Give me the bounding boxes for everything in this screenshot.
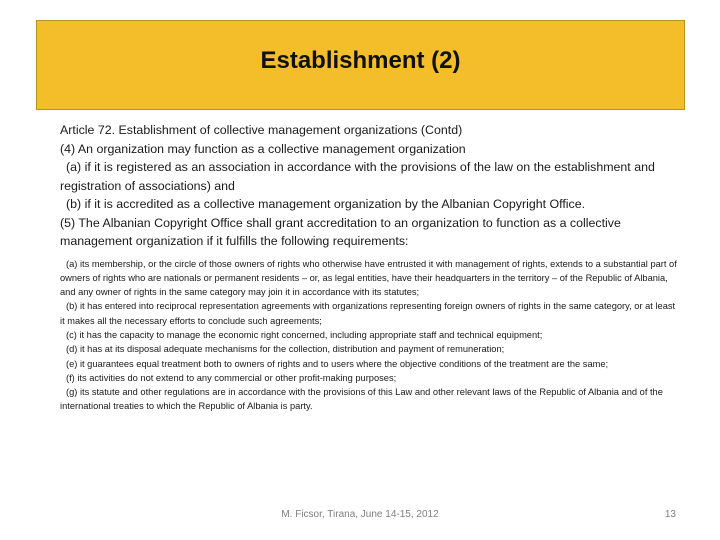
slide-body bbox=[60, 121, 680, 414]
requirement-d: (d) it has at its disposal adequate mechanisms for the collection, distribution and payment of remuneration; bbox=[66, 344, 505, 355]
slide-title: Establishment (2) bbox=[260, 47, 461, 74]
requirement-e: (e) it guarantees equal treatment both to owners of rights and to users where the objective conditions of the treatment are the same; bbox=[66, 358, 609, 369]
footer-text: M. Ficsor, Tirana, June 14-15, 2012 bbox=[281, 509, 439, 520]
requirement-b: (b) it has entered into reciprocal representation agreements with organizations representing foreign owners of rights in the same category, or at least it makes all the necessary efforts to conclude such agreements; bbox=[60, 301, 676, 326]
page-number: 13 bbox=[664, 509, 676, 520]
requirement-c: (c) it has the capacity to manage the economic right concerned, including appropriate staff and technical equipment; bbox=[66, 329, 543, 340]
title-banner bbox=[36, 20, 685, 110]
article-heading: Article 72. Establishment of collective management organizations (Contd) bbox=[60, 123, 463, 137]
paragraph-5: (5) The Albanian Copyright Office shall grant accreditation to an organization to function as a collective management organization if it fulfills the following requirements: bbox=[60, 215, 621, 248]
requirement-a: (a) its membership, or the circle of those owners of rights who otherwise have entrusted it with management of rights, extends to a substantial part of owners of rights who are nationals or permanent residents – or, as legal entities, have their headquarters in the territory – of the Republic of Albania, and any owner of rights in the same category may join it in accordance with its statutes; bbox=[60, 258, 677, 298]
requirement-g: (g) its statute and other regulations are in accordance with the provisions of this Law and other relevant laws of the Republic of Albania and of the international treaties to which the Republic of Albania is party. bbox=[60, 387, 663, 412]
paragraph-4b: (b) if it is accredited as a collective management organization by the Albanian Copyright Office. bbox=[66, 197, 586, 211]
paragraph-4: (4) An organization may function as a collective management organization bbox=[60, 141, 466, 156]
paragraph-4a: (a) if it is registered as an association in accordance with the provisions of the law on the establishment and registration of associations) and bbox=[60, 160, 655, 193]
requirement-f: (f) its activities do not extend to any commercial or other profit-making purposes; bbox=[66, 372, 397, 383]
